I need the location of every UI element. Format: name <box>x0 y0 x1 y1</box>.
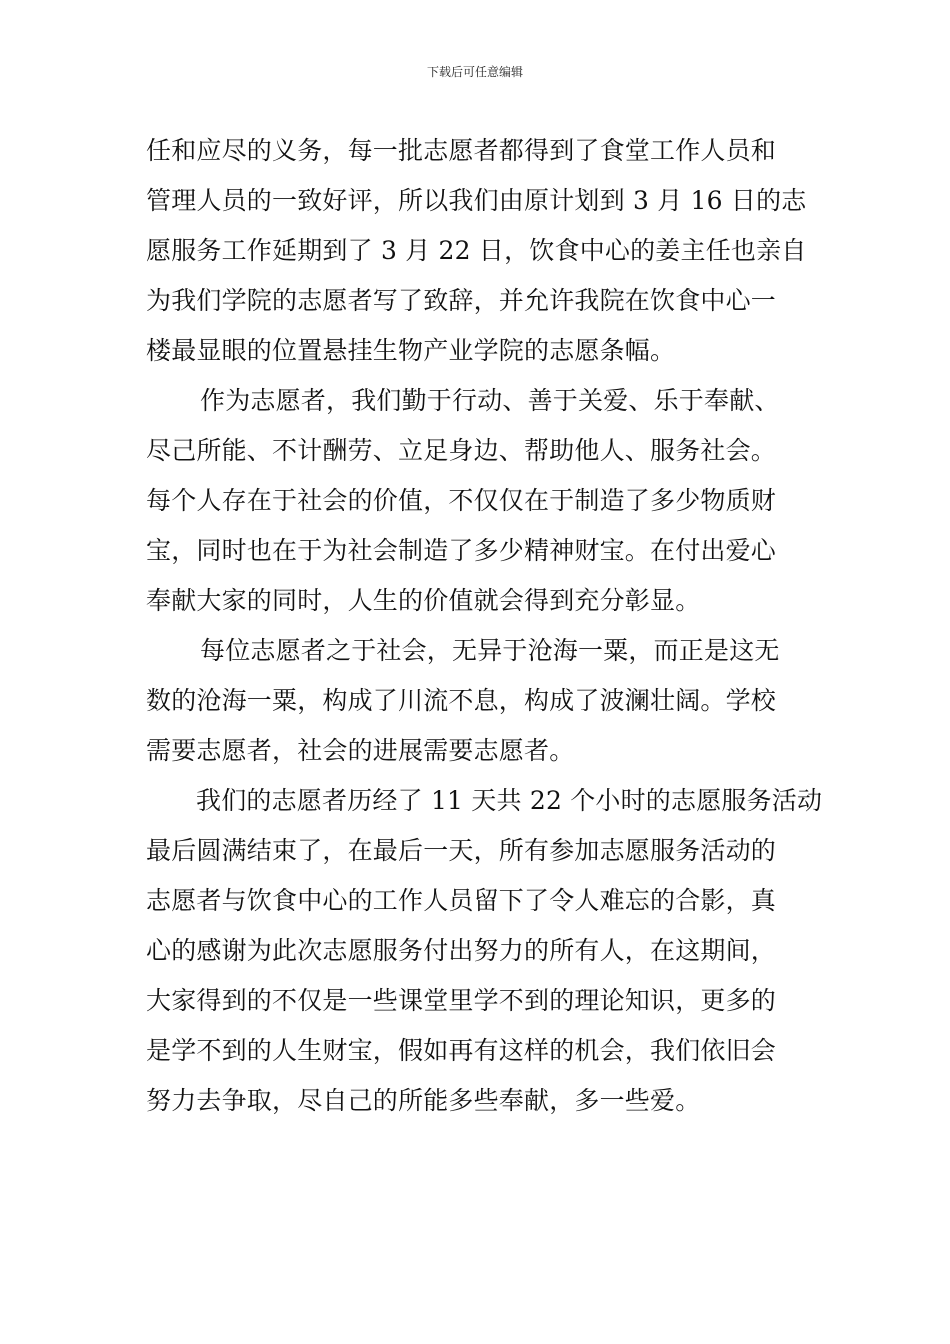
paragraph-line: 管理人员的一致好评，所以我们由原计划到 3 月 16 日的志 <box>146 186 807 215</box>
paragraph-4 <box>146 776 823 1126</box>
paragraph-line: 楼最显眼的位置悬挂生物产业学院的志愿条幅。 <box>146 336 676 365</box>
paragraph-line: 是学不到的人生财宝，假如再有这样的机会，我们依旧会 <box>146 1036 777 1065</box>
paragraph-line: 奉献大家的同时，人生的价值就会得到充分彰显。 <box>146 586 701 615</box>
paragraph-line: 宝，同时也在于为社会制造了多少精神财宝。在付出爱心 <box>146 536 777 565</box>
paragraph-line: 努力去争取，尽自己的所能多些奉献，多一些爱。 <box>146 1086 701 1115</box>
paragraph-line: 需要志愿者，社会的进展需要志愿者。 <box>146 736 575 765</box>
paragraph-line: 愿服务工作延期到了 3 月 22 日，饮食中心的姜主任也亲自 <box>146 236 807 265</box>
paragraph-3 <box>146 626 810 776</box>
paragraph-line: 尽己所能、不计酬劳、立足身边、帮助他人、服务社会。 <box>146 436 777 465</box>
document-body <box>146 126 823 1126</box>
paragraph-line: 每位志愿者之于社会，无异于沧海一粟，而正是这无 <box>200 636 780 665</box>
paragraph-line: 志愿者与饮食中心的工作人员留下了令人难忘的合影，真 <box>146 886 777 915</box>
paragraph-line: 我们的志愿者历经了 11 天共 22 个小时的志愿服务活动 <box>196 786 823 815</box>
paragraph-line: 最后圆满结束了，在最后一天，所有参加志愿服务活动的 <box>146 836 777 865</box>
paragraph-line: 大家得到的不仅是一些课堂里学不到的理论知识，更多的 <box>146 986 777 1015</box>
paragraph-line: 为我们学院的志愿者写了致辞，并允许我院在饮食中心一 <box>146 286 777 315</box>
paragraph-line: 任和应尽的义务，每一批志愿者都得到了食堂工作人员和 <box>146 136 777 165</box>
paragraph-1 <box>146 126 810 376</box>
paragraph-line: 数的沧海一粟，构成了川流不息，构成了波澜壮阔。学校 <box>146 686 777 715</box>
page-header: 下载后可任意编辑 <box>426 65 523 79</box>
paragraph-2 <box>146 376 810 626</box>
paragraph-line: 每个人存在于社会的价值，不仅仅在于制造了多少物质财 <box>146 486 777 515</box>
paragraph-line: 作为志愿者，我们勤于行动、善于关爱、乐于奉献、 <box>200 386 780 415</box>
paragraph-line: 心的感谢为此次志愿服务付出努力的所有人，在这期间， <box>146 936 777 965</box>
